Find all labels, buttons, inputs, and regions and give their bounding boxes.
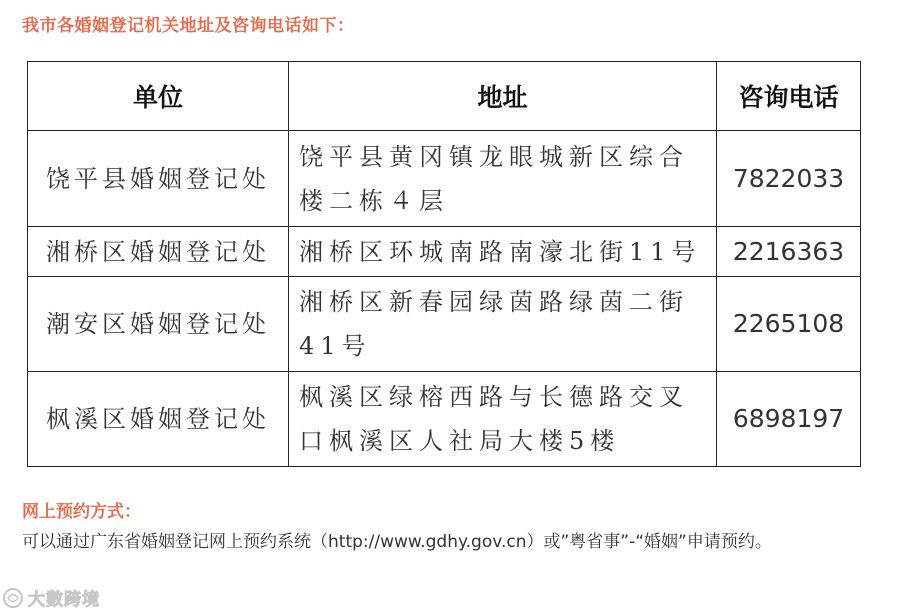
- table-row: [28, 372, 861, 467]
- phone-cell: 6898197: [717, 372, 861, 467]
- online-booking-text: 可以通过广东省婚姻登记网上预约系统（http://www.gdhy.gov.cn）或”粤省事”-“婚姻”申请预约。: [22, 532, 772, 552]
- watermark: [2, 585, 100, 610]
- table-row: [28, 277, 861, 372]
- page-heading: 我市各婚姻登记机关地址及咨询电话如下：: [22, 16, 355, 36]
- address-cell: 湘桥区环城南路南濠北街11号: [289, 227, 717, 277]
- unit-cell: 饶平县婚姻登记处: [28, 131, 289, 227]
- phone-cell: 7822033: [717, 131, 861, 227]
- address-cell: 枫溪区绿榕西路与长德路交叉口枫溪区人社局大楼5楼: [289, 372, 717, 467]
- unit-cell: 潮安区婚姻登记处: [28, 277, 289, 372]
- unit-cell: 湘桥区婚姻登记处: [28, 227, 289, 277]
- online-booking-title: 网上预约方式：: [22, 502, 141, 522]
- phone-cell: 2216363: [717, 227, 861, 277]
- table-header-row: [28, 62, 861, 131]
- column-header-address: 地址: [289, 62, 717, 131]
- column-header-unit: 单位: [28, 62, 289, 131]
- brand-logo-icon: [2, 587, 24, 609]
- address-cell: 湘桥区新春园绿茵路绿茵二街41号: [289, 277, 717, 372]
- unit-cell: 枫溪区婚姻登记处: [28, 372, 289, 467]
- registry-table: [27, 61, 861, 467]
- watermark-text: 大數跨境: [28, 590, 100, 610]
- column-header-phone: 咨询电话: [717, 62, 861, 131]
- table-row: [28, 131, 861, 227]
- address-cell: 饶平县黄冈镇龙眼城新区综合楼二栋４层: [289, 131, 717, 227]
- table-row: [28, 227, 861, 277]
- phone-cell: 2265108: [717, 277, 861, 372]
